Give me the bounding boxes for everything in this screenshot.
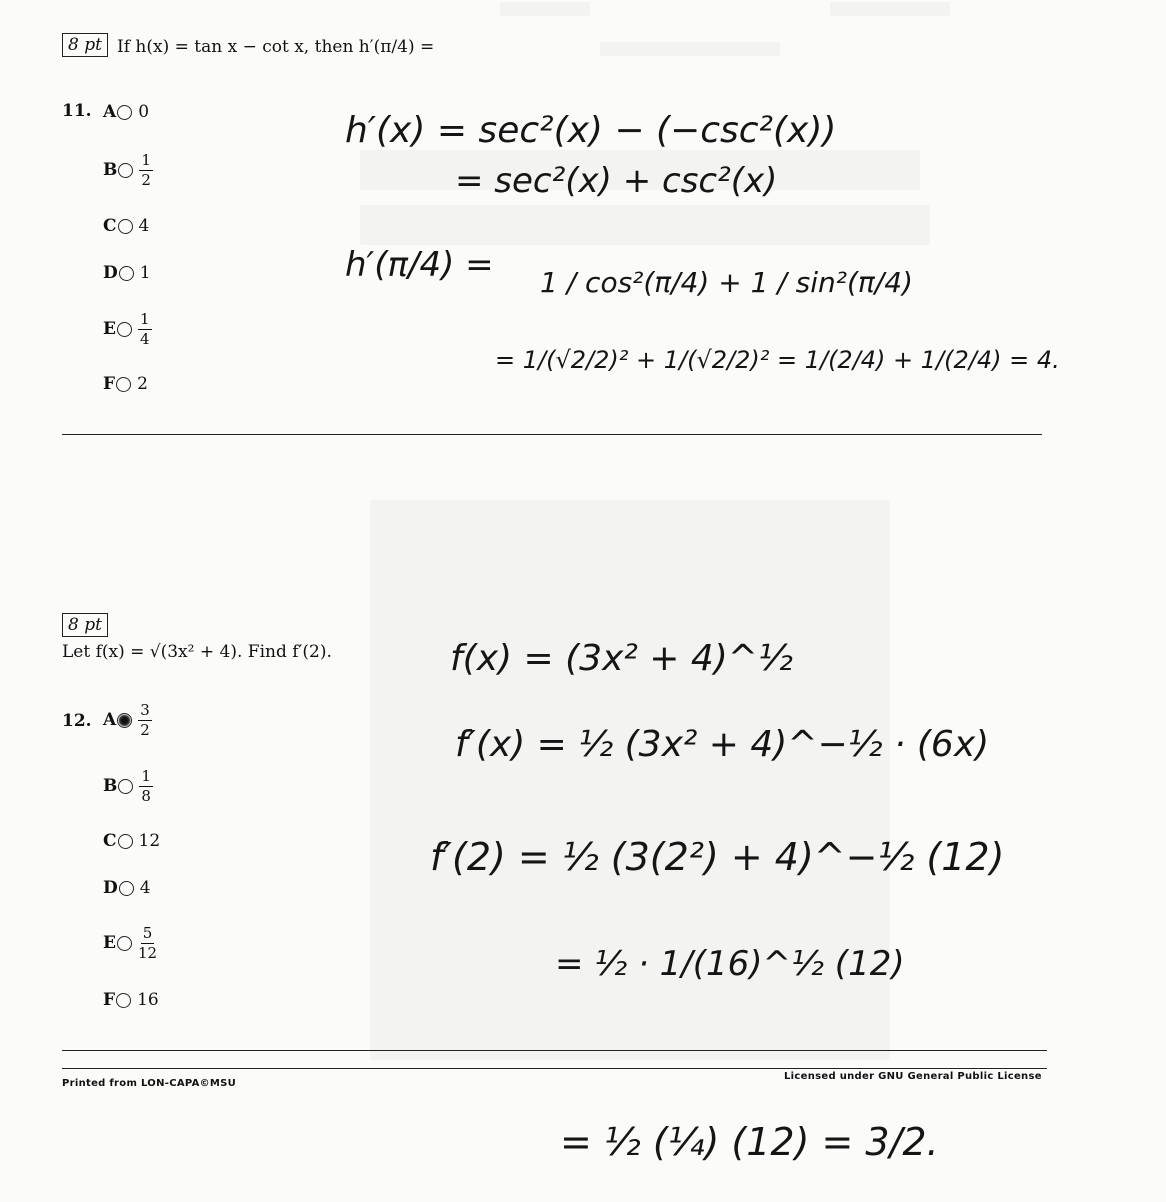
q12-choice-f[interactable]	[103, 980, 159, 1020]
q11-choice-c[interactable]	[103, 206, 149, 246]
choice-letter: F	[103, 990, 116, 1010]
choice-fraction	[139, 766, 153, 805]
q12-work-line-2: f′(x) = ½ (3x² + 4)^−½ · (6x)	[455, 724, 990, 765]
fraction-numerator: 3	[140, 700, 150, 719]
q12-work-line-5: = ½ (¼) (12) = 3/2.	[560, 1120, 939, 1164]
choice-value: 4	[139, 878, 151, 898]
q12-choice-d[interactable]	[103, 868, 151, 908]
choice-value: 0	[138, 102, 150, 122]
choice-value: 2	[137, 374, 148, 394]
footer-right: Licensed under GNU General Public License	[784, 1071, 1042, 1082]
answer-bubble-selected[interactable]	[117, 713, 132, 728]
choice-fraction	[138, 700, 152, 739]
fraction-numerator: 1	[139, 309, 150, 328]
bleed-through-header-right	[830, 2, 950, 16]
q11-work-line-3: h′(π/4) =	[345, 245, 494, 285]
q12-choice-e[interactable]	[103, 923, 157, 963]
fraction-denominator: 4	[139, 329, 150, 348]
choice-letter: C	[103, 831, 117, 851]
q12-work-line-3: f′(2) = ½ (3(2²) + 4)^−½ (12)	[430, 835, 1005, 879]
choice-value: 12	[138, 831, 161, 851]
choice-fraction	[139, 150, 153, 189]
answer-bubble[interactable]	[119, 266, 134, 281]
choice-letter: C	[103, 216, 117, 236]
q12-choice-b[interactable]	[103, 766, 153, 806]
answer-bubble[interactable]	[117, 936, 132, 951]
q12-number: 12.	[62, 711, 92, 731]
fraction-denominator: 2	[141, 170, 151, 189]
bleed-through-header	[500, 2, 590, 16]
fraction-denominator: 12	[137, 943, 158, 962]
q11-choice-d[interactable]	[103, 253, 151, 293]
q11-points-box: 8 pt	[62, 33, 108, 57]
answer-bubble[interactable]	[116, 993, 131, 1008]
choice-fraction	[137, 923, 158, 962]
choice-letter: A	[103, 710, 117, 730]
fraction-numerator: 1	[141, 766, 151, 785]
q11-choice-b[interactable]	[103, 150, 153, 190]
q12-prompt: Let f(x) = √(3x² + 4). Find f′(2).	[62, 642, 332, 662]
choice-letter: F	[103, 374, 116, 394]
choice-letter: D	[103, 878, 118, 898]
q12-choice-c[interactable]	[103, 821, 160, 861]
answer-bubble[interactable]	[118, 163, 133, 178]
fraction-numerator: 1	[141, 150, 151, 169]
answer-bubble[interactable]	[118, 834, 133, 849]
q11-choice-a[interactable]	[103, 92, 149, 132]
q12-choice-a[interactable]	[103, 700, 152, 740]
q11-choice-f[interactable]	[103, 364, 148, 404]
fraction-numerator: 5	[142, 923, 153, 942]
fraction-denominator: 8	[141, 786, 151, 805]
bleed-through-block	[360, 150, 920, 190]
bleed-through-block	[360, 205, 930, 245]
q11-choice-e[interactable]	[103, 309, 152, 349]
choice-value: 4	[138, 216, 150, 236]
answer-bubble[interactable]	[119, 881, 134, 896]
answer-bubble[interactable]	[118, 219, 133, 234]
fraction-denominator: 2	[140, 720, 150, 739]
choice-value: 1	[139, 263, 151, 283]
q11-work-line-5: = 1/(√2/2)² + 1/(√2/2)² = 1/(2/4) + 1/(2/4) = 4.	[495, 346, 1060, 374]
choice-letter: B	[103, 160, 118, 180]
bleed-through-block	[600, 42, 780, 56]
choice-letter: E	[103, 933, 116, 953]
q12-work-line-4: = ½ · 1/(16)^½ (12)	[555, 944, 905, 984]
bleed-through-table	[370, 500, 890, 1060]
q12-work-line-1: f(x) = (3x² + 4)^½	[450, 638, 793, 679]
choice-value: 16	[137, 990, 159, 1010]
answer-bubble[interactable]	[117, 105, 132, 120]
question-divider	[62, 1050, 1047, 1051]
footer-rule	[62, 1068, 1047, 1069]
q11-work-line-1: h′(x) = sec²(x) − (−csc²(x))	[345, 110, 837, 151]
q12-points-box: 8 pt	[62, 613, 108, 637]
question-divider	[62, 434, 1042, 435]
q11-prompt: If h(x) = tan x − cot x, then h′(π/4) =	[117, 37, 435, 57]
choice-letter: D	[103, 263, 118, 283]
choice-fraction	[138, 309, 152, 348]
choice-letter: B	[103, 776, 118, 796]
q11-number: 11.	[62, 101, 92, 121]
choice-letter: E	[103, 319, 116, 339]
answer-bubble[interactable]	[116, 377, 131, 392]
answer-bubble[interactable]	[117, 322, 132, 337]
q11-work-line-4: 1 / cos²(π/4) + 1 / sin²(π/4)	[540, 266, 913, 299]
answer-bubble[interactable]	[118, 779, 133, 794]
choice-letter: A	[103, 102, 117, 122]
footer-left: Printed from LON-CAPA©MSU	[62, 1078, 237, 1089]
q11-work-line-2: = sec²(x) + csc²(x)	[455, 161, 778, 201]
